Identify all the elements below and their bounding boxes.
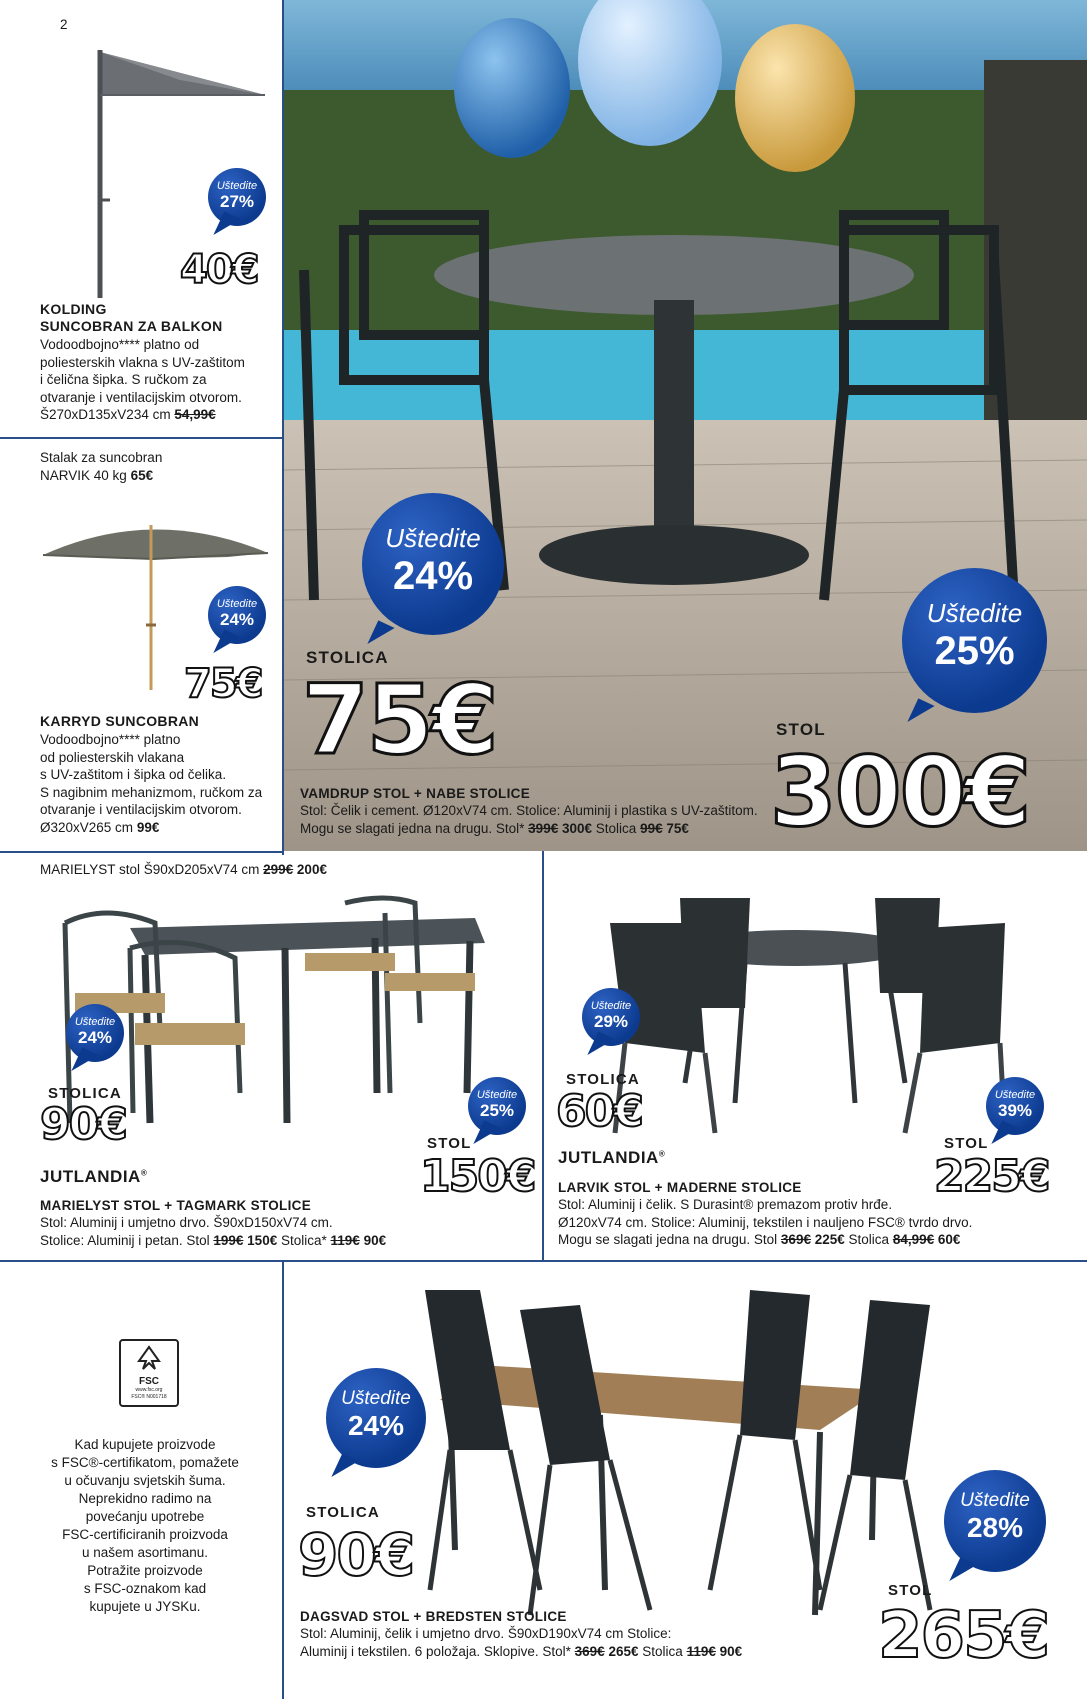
marielyst-desc-line-2: [40, 1232, 386, 1250]
karryd-save-pct: 24%: [219, 610, 255, 629]
marielyst-desc-line-1: Stol: Aluminij i umjetno drvo. Š90xD150xV74 cm.: [40, 1215, 333, 1230]
page-number: 2: [60, 17, 68, 32]
larvik-table-save-pct: 39%: [997, 1101, 1033, 1120]
marielyst-top-old-price: 299€: [263, 862, 294, 877]
narvik-line-2: [40, 467, 162, 485]
narvik-info: [40, 449, 162, 484]
dagsvad-chair-label: STOLICA: [306, 1504, 380, 1521]
dagsvad-table-price: 265€: [878, 1599, 1049, 1673]
vamdrup-table-old-price: 399€: [528, 820, 559, 836]
vamdrup-chair-label: STOLICA: [306, 648, 389, 667]
divider-left-horizontal-1: [0, 437, 282, 439]
marielyst-desc: [40, 1214, 386, 1249]
kolding-old-price: 54,99€: [174, 407, 216, 422]
vamdrup-desc-text: Mogu se slagati jedna na drugu. Stol*: [300, 820, 525, 836]
larvik-table-save-bubble: [986, 1077, 1044, 1135]
marielyst-chair-label: STOLICA: [48, 1085, 122, 1102]
kolding-desc-line: i čelična šipka. S ručkom za: [40, 372, 207, 387]
vamdrup-chair-new-price: 75€: [666, 820, 689, 836]
larvik-table-old-price: 369€: [780, 1232, 811, 1247]
divider-left-horizontal-2: [0, 851, 282, 853]
kolding-desc-line: otvaranje i ventilacijskim otvorom.: [40, 389, 242, 405]
dagsvad-chair-word: Stolica: [642, 1643, 683, 1659]
karryd-desc-line: s UV-zaštitom i šipka od čelika.: [40, 767, 227, 782]
vamdrup-title: VAMDRUP STOL + NABE STOLICE: [300, 786, 531, 801]
marielyst-title: MARIELYST STOL + TAGMARK STOLICE: [40, 1198, 312, 1213]
vamdrup-desc-line-1: Stol: Čelik i cement. Ø120xV74 cm. Stolice: Aluminij i plastika s UV-zaštitom.: [300, 803, 758, 818]
fsc-text-line: Potražite proizvode: [87, 1563, 203, 1578]
narvik-line-1: Stalak za suncobran: [40, 450, 163, 465]
vamdrup-table-price: 300€: [770, 736, 1030, 848]
kolding-price: 40€: [180, 247, 258, 293]
dagsvad-desc-line-1: Stol: Aluminij, čelik i umjetno drvo. Š90xD190xV74 cm Stolice:: [300, 1626, 672, 1641]
divider-left-vertical-bottom: [282, 1260, 284, 1699]
vamdrup-chair-save-pct: 24%: [392, 554, 474, 598]
fsc-text-line: s FSC®-certifikatom, pomažete: [51, 1455, 239, 1470]
kolding-dims-line: [40, 406, 245, 424]
larvik-chair-price: 60€: [556, 1086, 642, 1137]
larvik-chair-save-bubble: [582, 988, 640, 1046]
narvik-price: 65€: [130, 467, 154, 483]
marielyst-table-old-price: 199€: [213, 1232, 244, 1248]
larvik-table-new-price: 225€: [814, 1232, 845, 1247]
karryd-desc-line: od poliesterskih vlakana: [40, 749, 185, 765]
dagsvad-desc: [300, 1625, 742, 1660]
marielyst-top-line: [40, 861, 327, 879]
dagsvad-chair-new-price: 90€: [719, 1643, 743, 1659]
dagsvad-chair-save-label: Uštedite: [341, 1388, 411, 1409]
fsc-logo: [119, 1339, 179, 1407]
fsc-logo-text: FSC: [139, 1376, 159, 1387]
dagsvad-chair-save-bubble: [326, 1368, 426, 1468]
dagsvad-table-save-bubble: [944, 1470, 1046, 1572]
dagsvad-desc-line-2: [300, 1643, 742, 1661]
kolding-desc-line: Vodoodbojno**** platno od: [40, 337, 200, 352]
fsc-text-line: kupujete u JYSKu.: [89, 1599, 201, 1614]
karryd-desc: [40, 731, 262, 836]
kolding-title-2: SUNCOBRAN ZA BALKON: [40, 318, 223, 334]
marielyst-chair-new-price: 90€: [363, 1232, 387, 1248]
larvik-desc-line-2: Ø120xV74 cm. Stolice: Aluminij, tekstilen i nauljeno FSC® tvrdo drvo.: [558, 1214, 973, 1230]
vamdrup-table-save-label: Uštedite: [926, 598, 1023, 628]
kolding-title-1: KOLDING: [40, 301, 107, 317]
kolding-dims: Š270xD135xV234 cm: [40, 407, 171, 422]
larvik-chair-new-price: 60€: [937, 1232, 961, 1247]
dagsvad-table-new-price: 265€: [608, 1643, 639, 1659]
larvik-brand-mark: ®: [658, 1149, 666, 1159]
marielyst-chair-save-label: Uštedite: [74, 1016, 116, 1028]
vamdrup-desc: [300, 802, 758, 837]
dagsvad-desc-text: Aluminij i tekstilen. 6 položaja. Sklopive. Stol*: [300, 1643, 571, 1659]
karryd-title: KARRYD SUNCOBRAN: [40, 713, 200, 729]
divider-middle-vertical: [542, 851, 544, 1261]
dagsvad-table-label: STOL: [888, 1582, 933, 1599]
marielyst-brand-text: JUTLANDIA: [40, 1167, 141, 1186]
larvik-title: LARVIK STOL + MADERNE STOLICE: [558, 1180, 802, 1195]
larvik-set-image: [605, 893, 1015, 1143]
marielyst-chair-save-pct: 24%: [77, 1028, 113, 1047]
larvik-chair-save-pct: 29%: [593, 1012, 629, 1031]
fsc-text-line: FSC-certificiranih proizvoda: [62, 1527, 228, 1542]
fsc-logo-code: FSC® N001718: [131, 1394, 167, 1400]
fsc-tree-icon: [134, 1345, 164, 1371]
vamdrup-desc-line-2: [300, 820, 758, 838]
kolding-save-label: Uštedite: [216, 180, 258, 192]
larvik-brand-text: JUTLANDIA: [558, 1148, 659, 1167]
fsc-text-line: povećanju upotrebe: [85, 1509, 205, 1524]
karryd-price: 75€: [184, 661, 262, 707]
divider-horizontal-3: [0, 1260, 1087, 1262]
dagsvad-table-save-pct: 28%: [966, 1512, 1024, 1543]
dagsvad-table-old-price: 369€: [574, 1643, 605, 1659]
marielyst-chair-save-bubble: [66, 1004, 124, 1062]
dagsvad-set-image: [420, 1290, 940, 1620]
marielyst-top-new-price: 200€: [296, 862, 327, 877]
larvik-chair-save-label: Uštedite: [590, 1000, 632, 1012]
larvik-chair-label: STOLICA: [566, 1071, 640, 1088]
marielyst-table-save-pct: 25%: [479, 1101, 515, 1120]
larvik-desc: [558, 1196, 972, 1249]
vamdrup-table-save-pct: 25%: [934, 629, 1015, 673]
marielyst-table-label: STOL: [427, 1135, 472, 1152]
dagsvad-table-save-label: Uštedite: [960, 1490, 1030, 1511]
narvik-name: NARVIK 40 kg: [40, 467, 127, 483]
marielyst-top-text: MARIELYST stol Š90xD205xV74 cm: [40, 862, 260, 877]
marielyst-chair-price: 90€: [40, 1099, 126, 1150]
larvik-chair-old-price: 84,99€: [892, 1232, 935, 1247]
karryd-desc-line: Vodoodbojno**** platno: [40, 732, 181, 747]
larvik-desc-line-1: Stol: Aluminij i čelik. S Durasint® premazom protiv hrđe.: [558, 1197, 893, 1212]
marielyst-table-new-price: 150€: [247, 1232, 278, 1248]
karryd-dims-line: [40, 819, 262, 837]
dagsvad-chair-price: 90€: [298, 1521, 414, 1589]
fsc-text: [30, 1436, 260, 1616]
vamdrup-chair-word: Stolica: [595, 820, 637, 836]
kolding-desc-line: poliesterskih vlakna s UV-zaštitom: [40, 354, 245, 370]
larvik-table-price: 225€: [934, 1151, 1049, 1202]
marielyst-brand-mark: ®: [140, 1168, 148, 1178]
karryd-save-label: Uštedite: [216, 598, 258, 610]
fsc-text-line: Kad kupujete proizvode: [74, 1437, 216, 1452]
larvik-desc-line-3: [558, 1231, 972, 1249]
marielyst-brand-logo: [40, 1167, 147, 1187]
fsc-text-line: s FSC-oznakom kad: [83, 1581, 207, 1596]
fsc-text-line: u očuvanju svjetskih šuma.: [64, 1473, 226, 1488]
kolding-save-pct: 27%: [219, 192, 255, 211]
larvik-brand-logo: [558, 1148, 665, 1168]
marielyst-desc-text: Stolice: Aluminij i petan. Stol: [40, 1232, 210, 1248]
marielyst-chair-word: Stolica*: [280, 1232, 327, 1248]
karryd-save-bubble: [208, 586, 266, 644]
vamdrup-chair-save-label: Uštedite: [385, 523, 481, 553]
fsc-text-line: Neprekidno radimo na: [78, 1491, 212, 1506]
vamdrup-chair-old-price: 99€: [640, 820, 663, 836]
vamdrup-table-label: STOL: [776, 720, 826, 739]
dagsvad-title: DAGSVAD STOL + BREDSTEN STOLICE: [300, 1609, 567, 1624]
karryd-desc-line: otvaranje i ventilacijskim otvorom.: [40, 802, 242, 817]
larvik-table-save-label: Uštedite: [994, 1089, 1036, 1101]
fsc-text-line: u našem asortimanu.: [81, 1545, 209, 1560]
larvik-table-label: STOL: [944, 1135, 989, 1152]
marielyst-table-price: 150€: [420, 1151, 535, 1202]
marielyst-table-save-bubble: [468, 1077, 526, 1135]
marielyst-table-save-label: Uštedite: [476, 1089, 518, 1101]
kolding-save-bubble: [208, 168, 266, 226]
dagsvad-chair-save-pct: 24%: [347, 1410, 405, 1441]
vamdrup-chair-price: 75€: [302, 664, 497, 776]
marielyst-chair-old-price: 119€: [330, 1232, 360, 1248]
karryd-price-small: 99€: [136, 819, 160, 835]
vamdrup-table-new-price: 300€: [561, 820, 593, 836]
vamdrup-chair-save-bubble: [362, 493, 504, 635]
kolding-desc: [40, 336, 245, 424]
karryd-desc-line: S nagibnim mehanizmom, ručkom za: [40, 784, 263, 800]
fsc-logo-url: www.fsc.org: [135, 1387, 163, 1393]
karryd-dims: Ø320xV265 cm: [40, 819, 134, 835]
vamdrup-table-save-bubble: [902, 568, 1047, 713]
larvik-desc-text: Mogu se slagati jedna na drugu. Stol: [558, 1232, 778, 1247]
dagsvad-chair-old-price: 119€: [686, 1643, 716, 1659]
larvik-chair-word: Stolica: [848, 1232, 890, 1247]
